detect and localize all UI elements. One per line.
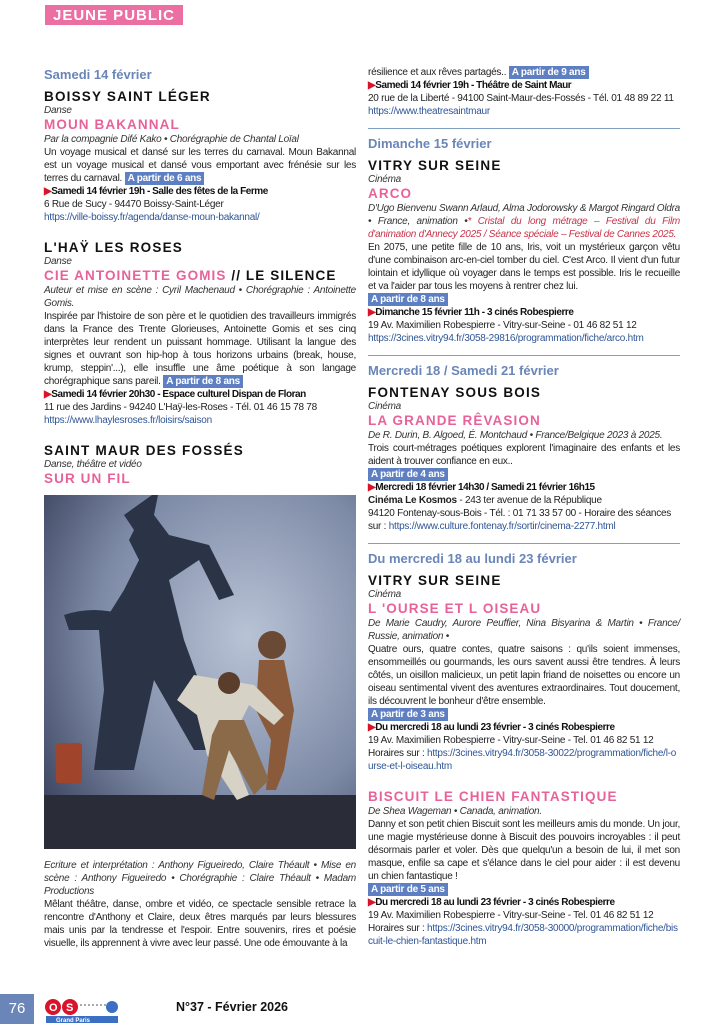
event-genre: Cinéma — [368, 589, 401, 600]
svg-text:S: S — [66, 1002, 74, 1014]
description-text: Un voyage musical et dansé sur les terres du carnaval. Moun Bakannal est un voyage musical et dansé vous emportant avec frénésie sur les terres du carnaval. — [44, 147, 356, 184]
age-badge: A partir de 9 ans — [509, 66, 589, 79]
event-city: BOISSY SAINT LÉGER — [44, 89, 211, 104]
event-link[interactable]: https://www.theatresaintmaur — [368, 106, 490, 117]
triangle-icon: ▶ — [368, 307, 376, 318]
divider — [368, 128, 680, 129]
event-moun-bakannal — [44, 89, 356, 224]
age-badge: A partir de 5 ans — [368, 883, 448, 896]
venue-text: Du mercredi 18 au lundi 23 février - 3 cinés Robespierre — [375, 722, 615, 733]
right-column — [368, 66, 680, 948]
title-part: CIE ANTOINETTE GOMIS — [44, 268, 227, 283]
event-title: L 'OURSE ET L OISEAU — [368, 601, 542, 616]
award-text: * Cristal du long métrage – Festival du Film d'animation d'Annecy 2025 / Séance spéciale – Festival de Cannes 2025. — [368, 216, 681, 240]
event-title: SUR UN FIL — [44, 471, 131, 486]
event-venue — [368, 306, 680, 319]
age-badge: A partir de 8 ans — [163, 375, 243, 388]
address-text: - 243 ter avenue de la République — [456, 495, 602, 506]
left-column — [44, 66, 356, 966]
event-link[interactable]: https://www.lhaylesroses.fr/loisirs/saison — [44, 415, 212, 426]
event-venue — [368, 721, 680, 734]
event-address: 19 Av. Maximilien Robespierre - Vitry-sur-Seine - Tel. 01 46 82 51 12 — [368, 735, 654, 746]
event-title: MOUN BAKANNAL — [44, 117, 180, 132]
event-hours — [368, 922, 680, 948]
event-city: SAINT MAUR DES FOSSÉS — [44, 443, 244, 458]
event-address: 19 Av. Maximilien Robespierre - Vitry-sur-Seine - 01 46 82 51 12 — [368, 320, 637, 331]
page-number: 76 — [0, 994, 34, 1024]
issue-label: N°37 - Février 2026 — [176, 1000, 289, 1014]
event-credit: Auteur et mise en scène : Cyril Machenaud • Chorégraphie : Antoinette Gomis. — [44, 285, 356, 309]
event-photo — [44, 495, 356, 849]
age-badge: A partir de 6 ans — [125, 172, 205, 185]
divider — [368, 355, 680, 356]
event-genre: Cinéma — [368, 401, 401, 412]
event-credit: De Marie Caudry, Aurore Peuffier, Nina Bisyarina & Martin • France/ Russie, animation • — [368, 618, 680, 642]
event-biscuit — [368, 789, 680, 948]
event-description — [44, 146, 356, 185]
age-badge: A partir de 3 ans — [368, 708, 448, 721]
venue-text: Samedi 14 février 19h - Théâtre de Saint Maur — [375, 80, 572, 91]
triangle-icon: ▶ — [44, 389, 52, 400]
event-description — [368, 66, 680, 79]
event-city: VITRY SUR SEINE — [368, 158, 502, 173]
event-link[interactable]: https://3cines.vitry94.fr/3058-30022/programmation/fiche/l-ourse-et-l-oiseau.htm — [368, 748, 677, 772]
svg-text:Grand Paris: Grand Paris — [56, 1018, 91, 1024]
hours-label: Horaires sur : — [368, 923, 428, 934]
venue-name: Cinéma Le Kosmos — [368, 495, 457, 506]
event-title — [44, 268, 356, 284]
event-genre: Danse — [44, 105, 72, 116]
date-heading: Mercredi 18 / Samedi 21 février — [368, 363, 559, 378]
event-address: 20 rue de la Liberté - 94100 Saint-Maur-des-Fossés - Tél. 01 48 89 22 11 — [368, 93, 674, 104]
description-text: résilience et aux rêves partagés.. — [368, 67, 507, 78]
event-link[interactable]: https://3cines.vitry94.fr/3058-30000/programmation/fiche/biscuit-le-chien-fantastique.htm — [368, 923, 678, 947]
event-ourse-et-oiseau — [368, 573, 680, 773]
event-description: Quatre ours, quatre contes, quatre saisons : qu'ils soient immenses, ensommeillés ou gourmands, les ours savent aussi être tendres. À leurs côtés, un oisillon malicieux, un petit lapin friand de noisettes ou encore un oiseau sentimental vivent des aventures extraordinaires. Tout doucement, ils découvrent le bonheur d'être ensemble. — [368, 644, 680, 707]
event-le-silence — [44, 240, 356, 427]
event-city: VITRY SUR SEINE — [368, 573, 502, 588]
event-address: 19 Av. Maximilien Robespierre - Vitry-sur-Seine - Tel. 01 46 82 51 12 — [368, 910, 654, 921]
event-credit: Par la compagnie Difé Kako • Chorégraphie de Chantal Loïal — [44, 134, 299, 145]
event-link[interactable]: https://ville-boissy.fr/agenda/danse-moun-bakannal/ — [44, 212, 260, 223]
event-link[interactable]: https://3cines.vitry94.fr/3058-29816/programmation/fiche/arco.htm — [368, 333, 644, 344]
age-badge: A partir de 4 ans — [368, 468, 448, 481]
event-hours — [368, 747, 680, 773]
section-tag: JEUNE PUBLIC — [45, 5, 183, 25]
venue-text: Dimanche 15 février 11h - 3 cinés Robespierre — [375, 307, 574, 318]
event-genre: Cinéma — [368, 174, 401, 185]
date-heading: Du mercredi 18 au lundi 23 février — [368, 551, 577, 566]
event-description: Mêlant théâtre, danse, ombre et vidéo, ce spectacle sensible retrace la rencontre d'Anthony et Claire, deux êtres marqués par leurs blessures mais unis par la tendresse et l'espoir. Entre souvenirs, rires et poésie visuelle, ils apprennent à vivre avec leur passé. Une ode émouvante à la — [44, 899, 356, 949]
event-venue — [368, 481, 680, 494]
age-badge: A partir de 8 ans — [368, 293, 448, 306]
credit-text: D'Ugo Bienvenu Swann Arlaud, Alma Jodorowsky & Margot Ringard Oldra • France, animation • — [368, 203, 680, 227]
event-title: ARCO — [368, 186, 413, 201]
event-city: FONTENAY SOUS BOIS — [368, 385, 542, 400]
triangle-icon: ▶ — [44, 186, 52, 197]
event-address: 6 Rue de Sucy - 94470 Boissy-Saint-Léger — [44, 199, 224, 210]
event-credit: De Shea Wageman • Canada, animation. — [368, 806, 542, 817]
event-genre: Danse — [44, 256, 72, 267]
title-separator: // — [226, 268, 246, 283]
event-arco — [368, 158, 680, 345]
event-genre: Danse, théâtre et vidéo — [44, 459, 142, 470]
date-heading: Samedi 14 février — [44, 67, 152, 82]
event-credit — [368, 202, 680, 241]
event-description — [44, 310, 356, 388]
event-link[interactable]: https://www.culture.fontenay.fr/sortir/cinema-2277.html — [388, 521, 616, 532]
event-title: LA GRANDE RÊVASION — [368, 413, 541, 428]
event-address: 11 rue des Jardins - 94240 L'Haÿ-les-Roses - Tél. 01 46 15 78 78 — [44, 402, 317, 413]
title-part: LE SILENCE — [245, 268, 337, 283]
event-credit: Ecriture et interprétation : Anthony Figueiredo, Claire Théault • Mise en scène : Anthony Figueiredo • Chorégraphie : Claire Théault • Madam Productions — [44, 860, 356, 897]
venue-text: Samedi 14 février 20h30 - Espace culturel Dispan de Floran — [51, 389, 306, 400]
address-text: 94120 Fontenay-sous-Bois - Tél. : 01 71 33 57 00 - Horaire des séances sur : — [368, 508, 672, 532]
event-address — [368, 494, 680, 507]
event-sur-un-fil-continued — [368, 66, 680, 118]
venue-text: Samedi 14 février 19h - Salle des fêtes de la Ferme — [51, 186, 268, 197]
event-venue — [368, 79, 680, 92]
event-city: L'HAŸ LES ROSES — [44, 240, 183, 255]
event-credit: De R. Durin, B. Algoed, É. Montchaud • France/Belgique 2023 à 2025. — [368, 430, 663, 441]
event-address-2 — [368, 507, 680, 533]
event-venue — [44, 388, 356, 401]
triangle-icon: ▶ — [368, 897, 376, 908]
triangle-icon: ▶ — [368, 80, 376, 91]
triangle-icon: ▶ — [368, 722, 376, 733]
triangle-icon: ▶ — [368, 482, 376, 493]
description-text: Inspirée par l'histoire de son père et le quotidien des travailleurs immigrés dans la France des Trente Glorieuses, Antoinette Gomis et ses cinq interprètes leur rendent un puissant hommage. Utilisant la langue des signes et ouvrant son hip-hop à tous horizons urbains (break, house, krump, steppin'...), elle insuffle une âme poétique à son langage chorégraphique sans pareil. — [44, 311, 356, 387]
svg-text:O: O — [49, 1002, 58, 1014]
event-description: Danny et son petit chien Biscuit sont les meilleurs amis du monde. Un jour, une magie mystérieuse donne à Biscuit des pouvoirs incroyables : il peut désormais parler et voler. Dès que quelqu'un a besoin de lui, il met son masque, enfile sa cape et s'élance dans le ciel pour aider : il est devenu un chien fantastique ! — [368, 819, 680, 882]
event-venue — [44, 185, 356, 198]
event-description: En 2075, une petite fille de 10 ans, Iris, voit un mystérieux garçon vêtu d'une combinaison arc-en-ciel tomber du ciel. C'est Arco. Il vient d'un futur lointain et idyllique où voyager dans le temps est possible. Iris le recueille et va l'aider par tous les moyens à rentrer chez lui. — [368, 242, 680, 292]
event-sur-un-fil — [44, 443, 356, 950]
event-description: Trois court-métrages poétiques explorent l'imaginaire des enfants et les aident à trouver confiance en eux.. — [368, 443, 680, 467]
magazine-logo — [44, 996, 120, 1024]
divider — [368, 543, 680, 544]
venue-text: Du mercredi 18 au lundi 23 février - 3 cinés Robespierre — [375, 897, 615, 908]
hours-label: Horaires sur : — [368, 748, 428, 759]
event-la-grande-revasion — [368, 385, 680, 533]
venue-text: Mercredi 18 février 14h30 / Samedi 21 février 16h15 — [375, 482, 595, 493]
event-venue — [368, 896, 680, 909]
date-heading: Dimanche 15 février — [368, 136, 492, 151]
event-title: BISCUIT LE CHIEN FANTASTIQUE — [368, 789, 618, 804]
